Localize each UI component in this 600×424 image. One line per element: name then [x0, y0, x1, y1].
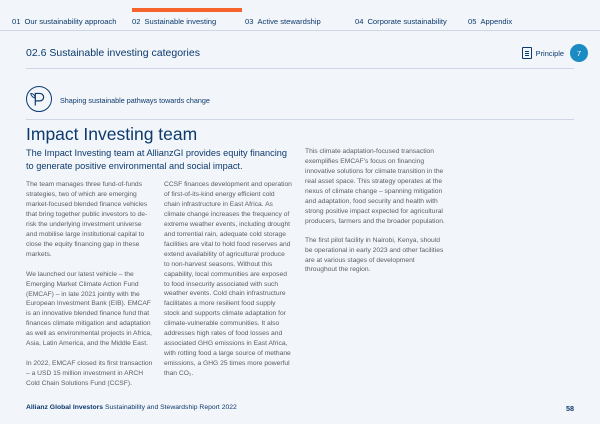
nav-item-label: Our sustainability approach: [24, 17, 117, 26]
principle-badge: 7: [570, 44, 588, 62]
leaf-p-icon: [26, 86, 52, 112]
nav-item-label: Sustainable investing: [144, 17, 217, 26]
nav-item-label: Corporate sustainability: [367, 17, 447, 26]
text-column-2: [164, 180, 292, 389]
nav-item-sustainability-approach[interactable]: [12, 17, 116, 26]
section-title: 02.6 Sustainable investing categories: [26, 47, 200, 59]
nav-item-number: 05: [468, 17, 477, 26]
divider: [0, 30, 600, 31]
top-navigation: [0, 0, 600, 34]
divider: [26, 68, 574, 69]
nav-item-label: Appendix: [480, 17, 513, 26]
divider: [26, 119, 574, 120]
paragraph: CCSF finances development and operation of first-of-its-kind energy efficient cold chain infrastructure in East Africa. As climate change increases the frequency of extreme weather events, including drought and torrential rain, adequate cold storage facilities are vital to hold food reserves and extend availability of agricultural produce to non-harvest seasons. Without this capability, local communities are exposed to food insecurity associated with such weather events. Cold chain infrastructure facilitates a more resilient food supply stock and supports climate adaptation for climate-vulnerable communities. It also addresses high rates of food losses and associated GHG emissions in East Africa, with rotting food a large source of methane emissions, a GHG 25 times more powerful than CO₂.: [164, 181, 292, 378]
page-number: 58: [566, 404, 574, 413]
nav-item-appendix[interactable]: [468, 17, 512, 26]
nav-item-number: 03: [245, 17, 254, 26]
document-icon: [522, 47, 532, 59]
active-section-indicator: [132, 8, 242, 12]
nav-item-sustainable-investing[interactable]: [132, 17, 216, 26]
principle-label: Principle: [535, 48, 564, 58]
text-column-3: [305, 147, 445, 284]
footer-brand: Allianz Global Investors: [26, 404, 104, 411]
paragraph: In 2022, EMCAF closed its first transaction – a USD 15 million investment in ARCH Cold Chain Solutions Fund (CCSF).: [26, 360, 153, 388]
footer: [26, 404, 237, 411]
nav-item-corporate-sustainability[interactable]: [355, 17, 447, 26]
nav-item-label: Active stewardship: [257, 17, 321, 26]
paragraph: This climate adaptation-focused transaction exemplifies EMCAF's focus on financing innovative solutions for climate transition in the real asset space. This strategy operates at the nexus of climate change – spanning mitigation and adaptation, food security and health with strong positive impact expected for agricultural producers, farmers and the broader population.: [305, 148, 445, 225]
paragraph: We launched our latest vehicle – the Emerging Market Climate Action Fund (EMCAF) – in late 2021 jointly with the European Investment Bank (EIB). EMCAF is an innovative blended finance fund that finances climate mitigation and adaptation as well as environmental projects in Africa, Asia, Latin America, and the Middle East.: [26, 270, 153, 348]
nav-item-active-stewardship[interactable]: [245, 17, 321, 26]
lead-paragraph: The Impact Investing team at AllianzGI provides equity financing to generate positive environmental and social impact.: [26, 148, 287, 171]
paragraph: The first pilot facility in Nairobi, Kenya, should be operational in early 2023 and other facilities are at various stages of development throughout the region.: [305, 236, 444, 274]
text-column-1: [26, 180, 154, 399]
principle-link[interactable]: [522, 44, 588, 62]
nav-item-number: 02: [132, 17, 141, 26]
paragraph: The team manages three fund-of-funds strategies, two of which are emerging market-focused blended finance vehicles that bring together public investors to de-risk the underlying investment universe and mobilise large institutional capital to close the equity financing gap in these markets.: [26, 181, 148, 258]
nav-item-number: 01: [12, 17, 21, 26]
nav-item-number: 04: [355, 17, 364, 26]
theme-label: Shaping sustainable pathways towards change: [60, 96, 210, 105]
footer-text: Sustainability and Stewardship Report 2022: [103, 404, 237, 411]
page-heading: Impact Investing team: [26, 124, 198, 144]
